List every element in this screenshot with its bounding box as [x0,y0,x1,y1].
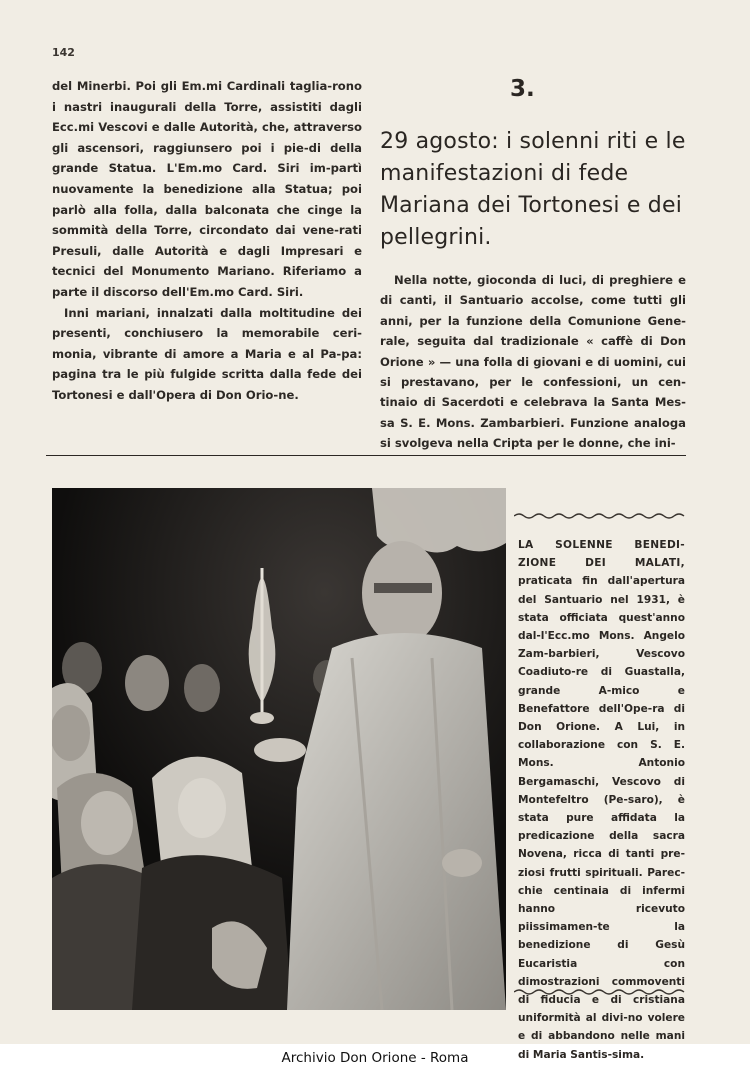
page-number: 142 [52,46,75,59]
caption-heading: LA SOLENNE BENEDI-ZIONE DEI MALATI, [518,539,685,570]
right-column-paragraph: Nella notte, gioconda di luci, di preghiere e di canti, il Santuario accolse, come tutti gli anni, per la funzione della Comunione Gene-rale, seguita dal tradizionale « caffè di Don Orione » — una folla di giovani e di uomini, cui si prestavano, per le confessioni, un cen-tinaio di Sacerdoti e celebrava la Santa Mes-sa S. E. Mons. Zambarbieri. Funzione analoga si svolgeva nella Cripta per le donne, che ini- [380,273,686,451]
archive-footer: Archivio Don Orione - Roma [281,1050,469,1066]
left-paragraph-1: del Minerbi. Poi gli Em.mi Cardinali taglia-rono i nastri inaugurali della Torre, assistiti dagli Ecc.mi Vescovi e dalle Autorità, che, attraverso gli ascensori, raggiunsero poi i pie-di della grande Statua. L'Em.mo Card. Siri im-partì nuovamente la benedizione alla Statua; poi parlò alla folla, dalla balconata che cinge la sommità della Torre, circondato dai vene-rati Presuli, dalle Autorità e dagli Impresari e tecnici del Monumento Mariano. Riferiamo a parte il discorso dell'Em.mo Card. Siri. [52,79,362,299]
caption-body: praticata fin dall'apertura del Santuario nel 1931, è stata officiata quest'anno dal-l'Ecc.mo Mons. Angelo Zam-barbieri, Vescovo Coadiuto-re di Guastalla, grande A-mico e Benefattore dell'Ope-ra di Don Orione. A Lui, in collaborazione con S. E. Mons. Antonio Bergamaschi, Vescovo di Montefeltro (Pe-saro), è stata pure affidata la predicazione della sacra Novena, ricca di tanti pre-ziosi frutti spirituali. Parec-chie centinaia di infermi hanno ricevuto piissimamen-te la benedizione di Gesù Eucaristia con dimostrazioni commoventi di fiducia e di cristiana uniformità al divi-no volere e di abbandono nelle mani di Maria Santis-sima. [518,575,685,1061]
benediction-photo [52,488,506,1010]
ornamental-rule-top [514,512,686,520]
left-column [52,76,362,406]
section-title: 29 agosto: i solenni riti e le manifestazioni di fede Mariana dei Tortonesi e dei pellegrini. [380,129,686,250]
left-paragraph-2: Inni mariani, innalzati dalla moltitudine dei presenti, conchiusero la memorabile ceri-monia, vibrante di amore a Maria e al Pa-pa: pagina tra le più fulgide scritta dalla fede dei Tortonesi e dall'Opera di Don Orio-ne. [52,305,362,402]
photo-caption [518,536,685,1064]
horizontal-divider [46,455,686,456]
ornamental-rule-bottom [514,988,686,996]
section-number: 3. [510,76,535,102]
